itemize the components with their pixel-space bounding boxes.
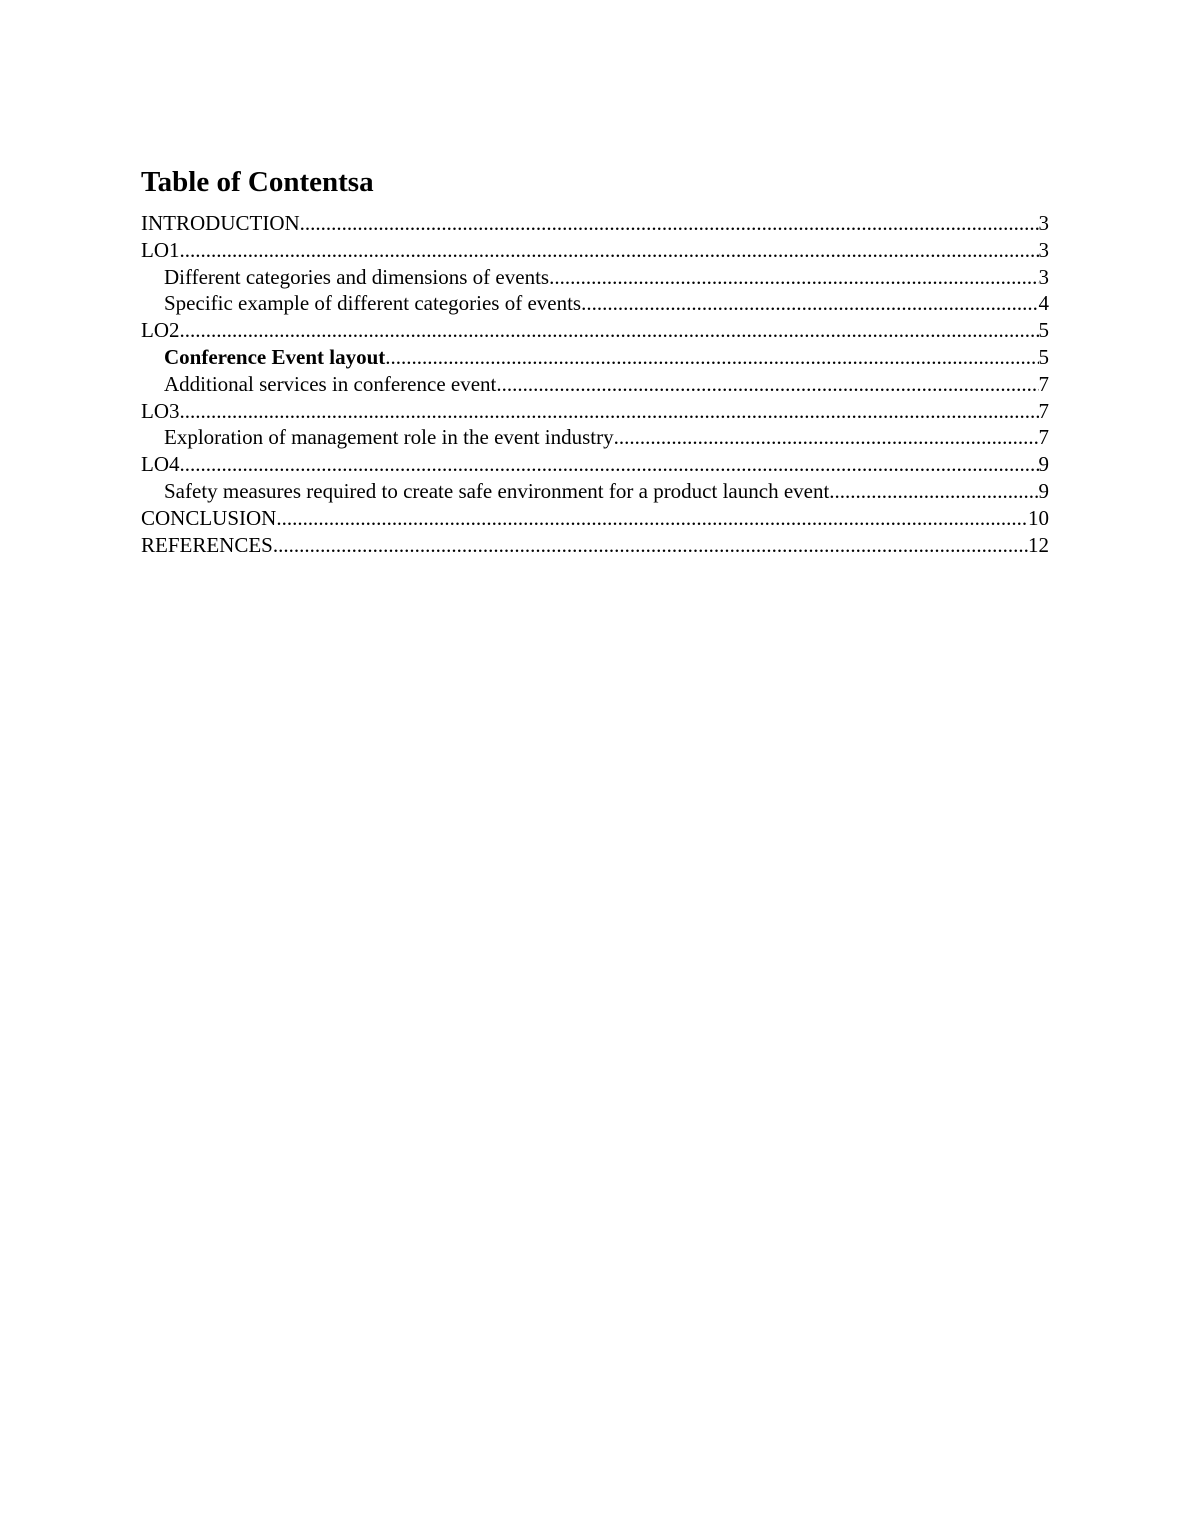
toc-entry[interactable] (141, 371, 1049, 398)
toc-entry-page-number: 7 (1038, 371, 1049, 396)
toc-entry-label: LO2 (141, 318, 180, 343)
toc-entry[interactable] (141, 532, 1049, 559)
toc-dot-leader (180, 398, 1039, 425)
toc-dot-leader (276, 505, 1028, 532)
toc-title: Table of Contentsa (141, 166, 374, 198)
toc-dot-leader (385, 344, 1038, 371)
toc-entry[interactable] (141, 210, 1049, 237)
toc-entry-label: LO4 (141, 452, 180, 477)
toc-dot-leader (829, 478, 1038, 505)
toc-entry[interactable] (141, 344, 1049, 371)
document-page (141, 162, 1049, 558)
toc-entry-page-number: 4 (1038, 291, 1049, 316)
toc-dot-leader (614, 424, 1039, 451)
toc-entry-page-number: 3 (1038, 264, 1049, 289)
toc-entry[interactable] (141, 505, 1049, 532)
toc-entry[interactable] (141, 398, 1049, 425)
toc-entry-label: LO1 (141, 237, 180, 262)
toc-entry-page-number: 5 (1038, 318, 1049, 343)
toc-dot-leader (180, 451, 1039, 478)
toc-entry[interactable] (141, 317, 1049, 344)
toc-entry-page-number: 3 (1038, 237, 1049, 262)
toc-entry-label: Different categories and dimensions of events (164, 264, 550, 289)
toc-dot-leader (581, 290, 1038, 317)
toc-entry[interactable] (141, 424, 1049, 451)
toc-entry-label: REFERENCES (141, 532, 273, 557)
toc-entry[interactable] (141, 264, 1049, 291)
toc-entry-label: Exploration of management role in the event industry (164, 425, 614, 450)
toc-entry[interactable] (141, 237, 1049, 264)
toc-dot-leader (549, 264, 1038, 291)
toc-entry-page-number: 9 (1038, 478, 1049, 503)
toc-entry-page-number: 7 (1038, 398, 1049, 423)
toc-entry-label: Additional services in conference event (164, 371, 497, 396)
toc-entry-label: Specific example of different categories of events (164, 291, 582, 316)
toc-entry-page-number: 7 (1038, 425, 1049, 450)
toc-entry-page-number: 5 (1038, 344, 1049, 369)
toc-entry[interactable] (141, 290, 1049, 317)
toc-entry-label: LO3 (141, 398, 180, 423)
toc-entry-label: CONCLUSION (141, 505, 277, 530)
toc-entry-label: INTRODUCTION (141, 211, 300, 235)
toc-entry-page-number: 10 (1028, 505, 1049, 530)
toc-entry-label: Conference Event layout (164, 344, 386, 369)
toc-dot-leader (180, 237, 1039, 264)
toc-entry-page-number: 9 (1038, 452, 1049, 477)
toc-dot-leader (300, 210, 1039, 237)
toc-entry-label: Safety measures required to create safe environment for a product launch event (164, 478, 830, 503)
toc-dot-leader (273, 532, 1028, 559)
toc-entry-page-number: 12 (1028, 532, 1049, 557)
toc-entry[interactable] (141, 451, 1049, 478)
toc-dot-leader (180, 317, 1039, 344)
toc-entry[interactable] (141, 478, 1049, 505)
toc-list (141, 210, 1049, 558)
toc-dot-leader (496, 371, 1038, 398)
toc-entry-page-number: 3 (1038, 211, 1049, 235)
